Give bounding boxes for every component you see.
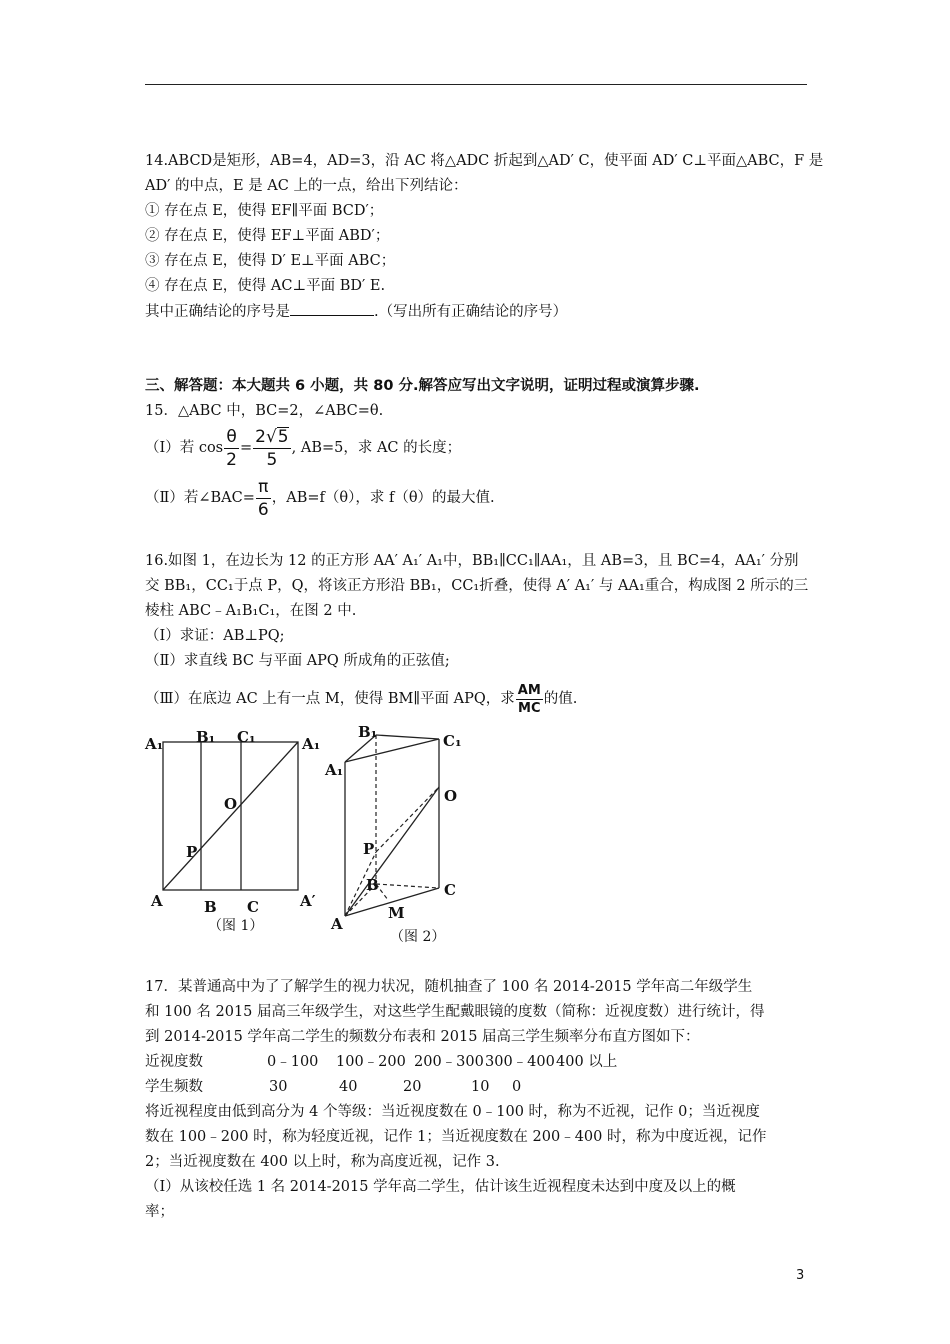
q15-p1-value [253, 426, 291, 471]
section3-heading: 三、解答题：本大题共 6 小题，共 80 分.解答应写出文字说明，证明过程或演算步骤. [145, 378, 700, 394]
figure1-diagonal [163, 742, 298, 890]
fig1-label-b: B [204, 898, 217, 916]
table-val-2: 20 [403, 1079, 422, 1095]
table-col-2: 200﹣300 [414, 1054, 484, 1070]
header-rule [145, 84, 807, 85]
q16-p3-frac-num: AM [517, 682, 541, 698]
fig2-label-c: C [444, 881, 456, 899]
q15-p2-frac-den: 6 [257, 499, 269, 520]
fig1-label-p: P [186, 843, 198, 861]
table-header-label: 近视度数 [145, 1054, 203, 1070]
fig1-label-a1-left: A₁ [145, 735, 164, 753]
q15-intro: 15．△ABC 中，BC=2，∠ABC=θ. [145, 403, 384, 419]
q15-p2-fraction [256, 476, 271, 521]
q15-p1-eq: = [239, 440, 253, 456]
sqrt-sign: √ [265, 426, 277, 447]
q14-answer-suffix: .（写出所有正确结论的序号） [374, 304, 568, 320]
q16-p3-fraction [516, 682, 543, 717]
answer-blank [290, 301, 374, 316]
q15-p1-coef: 2 [255, 426, 266, 447]
q16-line1: 16.如图 1，在边长为 12 的正方形 AA′ A₁′ A₁中，BB₁∥CC₁∥AA₁，且 AB=3，且 BC=4，AA₁′ 分别 [145, 553, 799, 569]
fig1-label-a1-right: A₁ [302, 735, 321, 753]
fig2-label-b1: B₁ [358, 723, 378, 741]
q15-p1-radicand: 5 [277, 426, 289, 447]
page-number: 3 [796, 1268, 805, 1283]
fig2-label-b: B [366, 876, 379, 894]
fig2-label-a: A [331, 915, 343, 933]
q15-p1-frac-num: θ [224, 426, 239, 449]
q15-p1-suffix: , AB=5，求 AC 的长度； [291, 440, 462, 456]
table-col-3: 300﹣400 [485, 1054, 555, 1070]
fig2-label-p: P [363, 840, 375, 858]
q17-part1-line1: （Ⅰ）从该校任选 1 名 2014-2015 学年高二学生，估计该生近视程度未达到中度及以上的概 [145, 1179, 736, 1195]
figure1-diagram [140, 722, 330, 944]
q15-p1-fraction [224, 426, 239, 471]
q16-line2: 交 BB₁，CC₁于点 P，Q，将该正方形沿 BB₁，CC₁折叠，使得 A′ A₁′ 与 AA₁重合，构成图 2 所示的三 [145, 578, 809, 594]
fig1-label-a: A [151, 892, 163, 910]
q16-part1: （Ⅰ）求证：AB⊥PQ; [145, 628, 285, 644]
fig1-label-b1: B₁ [196, 728, 216, 746]
q17-line2: 和 100 名 2015 届高三年级学生，对这些学生配戴眼镜的度数（简称：近视度数）进行统计，得 [145, 1004, 765, 1020]
q17-line1: 17．某普通高中为了了解学生的视力状况，随机抽查了 100 名 2014-2015 学年高二年级学生 [145, 979, 753, 995]
fig1-label-o: O [224, 795, 238, 813]
fig2-label-c1: C₁ [443, 732, 462, 750]
q15-p1-prefix: （Ⅰ）若 cos [145, 440, 224, 456]
q14-item3: ③ 存在点 E，使得 D′ E⊥平面 ABC； [145, 253, 396, 269]
q17-line3: 到 2014-2015 学年高二学生的频数分布表和 2015 届高三学生频率分布直方图如下： [145, 1029, 700, 1045]
q16-p3-prefix: （Ⅲ）在底边 AC 上有一点 M，使得 BM∥平面 APQ，求 [145, 691, 515, 707]
q15-part1 [145, 423, 461, 473]
q14-item2: ② 存在点 E，使得 EF⊥平面 ABD′； [145, 228, 390, 244]
fig2-edge-b1c1 [376, 735, 439, 739]
q17-part1-line2: 率； [145, 1204, 174, 1220]
figure1-caption: （图 1） [208, 918, 264, 934]
q17-table-header-row [145, 1052, 807, 1072]
q15-p1-value-den: 5 [266, 449, 278, 470]
q15-p2-frac-num: π [256, 476, 271, 499]
q16-line3: 棱柱 ABC﹣A₁B₁C₁，在图 2 中. [145, 603, 357, 619]
table-val-0: 30 [269, 1079, 288, 1095]
table-val-3: 10 [471, 1079, 490, 1095]
fig1-label-c1: C₁ [237, 728, 256, 746]
table-val-4: 0 [512, 1079, 522, 1095]
q17-table-value-row [145, 1077, 807, 1097]
fig1-label-a-prime: A′ [300, 892, 316, 910]
q16-p3-frac-den: MC [518, 700, 541, 716]
fig2-label-m: M [388, 904, 405, 922]
fig1-label-c: C [247, 898, 259, 916]
figure2-diagram [322, 722, 472, 950]
q14-answer-prefix: 其中正确结论的序号是 [145, 304, 290, 320]
table-val-1: 40 [339, 1079, 358, 1095]
q14-line2: AD′ 的中点，E 是 AC 上的一点，给出下列结论： [145, 178, 468, 194]
fig2-label-o: O [444, 787, 458, 805]
q17-line6: 2；当近视度数在 400 以上时，称为高度近视，记作 3. [145, 1154, 500, 1170]
figure2-caption: （图 2） [390, 929, 446, 945]
q16-p3-suffix: 的值. [543, 691, 578, 707]
table-col-4: 400 以上 [556, 1054, 618, 1070]
q14-answer-line [145, 301, 567, 322]
fig2-label-a1: A₁ [325, 761, 344, 779]
q15-part2 [145, 473, 495, 523]
q15-p1-frac-den: 2 [226, 449, 237, 470]
q16-part2: （Ⅱ）求直线 BC 与平面 APQ 所成角的正弦值; [145, 653, 450, 669]
table-col-0: 0﹣100 [267, 1054, 319, 1070]
q16-part3 [145, 678, 577, 720]
q14-item1: ① 存在点 E，使得 EF∥平面 BCD′； [145, 203, 384, 219]
fig2-line-aq [345, 787, 439, 916]
fig2-edge-bc-hidden [376, 884, 439, 888]
q14-line1: 14.ABCD是矩形，AB=4，AD=3，沿 AC 将△ADC 折起到△AD′ C，使平面 AD′ C⊥平面△ABC，F 是 [145, 153, 824, 169]
table-row-label: 学生频数 [145, 1079, 203, 1095]
q15-p2-suffix: ，AB=f（θ），求 f（θ）的最大值. [271, 490, 495, 506]
q17-line4: 将近视程度由低到高分为 4 个等级：当近视度数在 0﹣100 时，称为不近视，记作 0；当近视度 [145, 1104, 760, 1120]
fig2-line-pq-hidden [376, 787, 439, 852]
q15-p2-prefix: （Ⅱ）若∠BAC= [145, 490, 255, 506]
q17-line5: 数在 100﹣200 时，称为轻度近视，记作 1；当近视度数在 200﹣400 时，称为中度近视，记作 [145, 1129, 767, 1145]
q14-item4: ④ 存在点 E，使得 AC⊥平面 BD′ E. [145, 278, 386, 294]
table-col-1: 100﹣200 [336, 1054, 406, 1070]
